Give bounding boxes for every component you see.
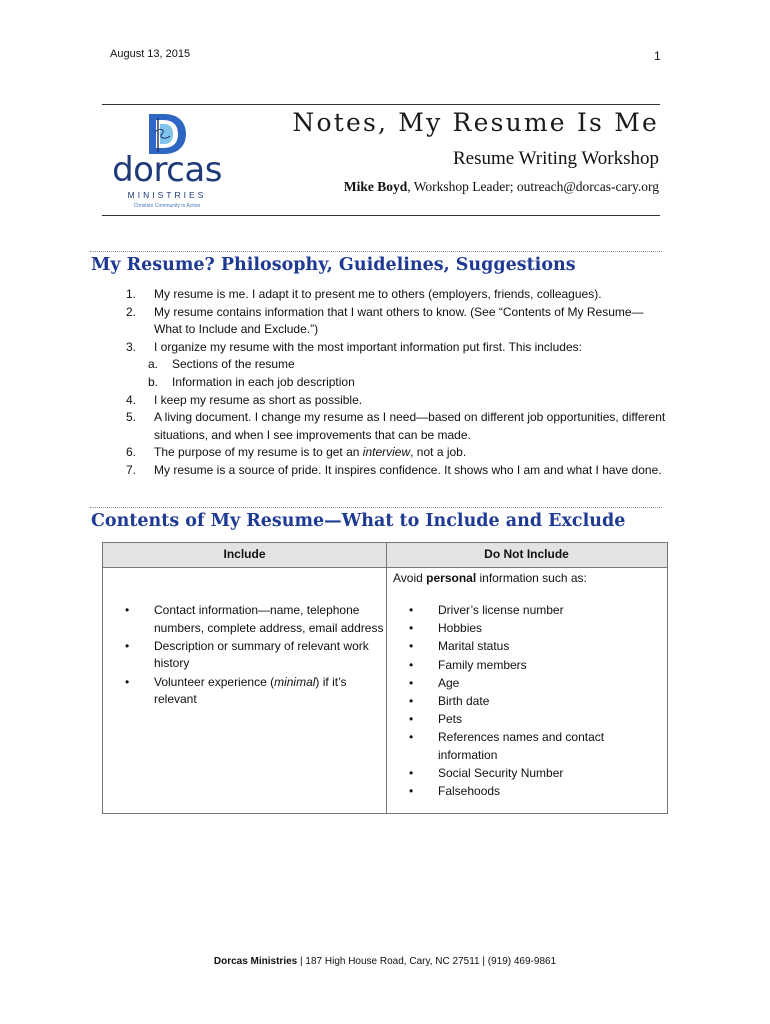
sub-item-letter: a.: [148, 357, 159, 372]
footer-phone: (919) 469-9861: [487, 956, 557, 967]
exclude-header: Do Not Include: [484, 547, 569, 561]
item-text-part: , not a job.: [410, 445, 467, 460]
logo-ministries: MINISTRIES: [127, 190, 207, 200]
list-item: [126, 304, 666, 339]
exclude-item-text: Social Security Number: [438, 766, 564, 781]
footer-org: Dorcas Ministries: [213, 956, 298, 967]
header-date: August 13, 2015: [110, 48, 191, 60]
include-list: [125, 602, 385, 709]
sublist-item: [148, 356, 666, 374]
item-number: 6.: [126, 445, 137, 460]
item-text-part: ) if it’s relevant: [154, 674, 347, 707]
header-rule-top: [102, 104, 660, 105]
item-number: 4.: [126, 392, 137, 407]
list-item: [409, 620, 659, 638]
header-rule-bottom: [102, 215, 660, 216]
include-item-text: Contact information—name, telephone numbers, complete address, email address: [154, 603, 384, 635]
table-column-divider: [386, 543, 387, 813]
item-text-part: The purpose of my resume is to get an: [154, 445, 363, 460]
list-item: [409, 783, 659, 801]
item-text: My resume is me. I adapt it to present me to others (employers, friends, colleagues).: [154, 287, 602, 301]
bullet: •: [409, 730, 414, 745]
exclude-item-text: References names and contact information: [438, 730, 605, 762]
list-item: [126, 339, 666, 357]
exclude-item-text: Birth date: [438, 693, 490, 708]
bullet: •: [125, 674, 130, 689]
list-item: [409, 729, 659, 764]
item-number: 2.: [126, 304, 137, 319]
sub-item-text: Information in each job description: [172, 374, 355, 389]
document-title: Notes, My Resume Is Me: [292, 108, 659, 137]
bullet: •: [409, 621, 414, 636]
section-contents-title: Contents of My Resume—What to Include and Exclude: [91, 511, 626, 531]
bullet: •: [125, 638, 130, 653]
include-exclude-table: [102, 542, 668, 814]
list-item: [125, 638, 385, 673]
exclude-item-text: Age: [438, 675, 460, 690]
item-text: I keep my resume as short as possible.: [154, 392, 363, 407]
item-text: [154, 444, 666, 462]
bullet: •: [409, 657, 414, 672]
list-item: [126, 444, 666, 462]
bullet: •: [409, 784, 414, 799]
workshop-leader-line: [344, 179, 659, 195]
list-item: [126, 392, 666, 410]
bullet: •: [125, 603, 130, 617]
document-subtitle: Resume Writing Workshop: [453, 148, 659, 169]
footer-separator: |: [300, 956, 303, 967]
list-item: [409, 657, 659, 675]
section-divider: [90, 251, 662, 252]
item-emphasis: interview: [362, 445, 411, 460]
item-text: My resume contains information that I want others to know. (See “Contents of My Resume—What to Include and Exclude.”): [154, 304, 644, 337]
section-philosophy-title: My Resume? Philosophy, Guidelines, Suggestions: [91, 255, 576, 275]
bullet: •: [409, 603, 414, 617]
item-text-part: Volunteer experience (: [154, 674, 275, 689]
exclude-list: [409, 602, 659, 801]
bullet: •: [409, 639, 414, 654]
item-number: 5.: [126, 410, 137, 425]
sub-item-letter: b.: [148, 374, 159, 389]
list-item: [125, 674, 385, 709]
page-number: 1: [654, 49, 661, 63]
include-header: Include: [223, 547, 266, 561]
list-item: [126, 286, 666, 304]
list-item: [126, 462, 666, 480]
leader-name: Mike Boyd: [343, 179, 408, 194]
list-item: [409, 675, 659, 693]
list-item: [409, 765, 659, 783]
exclude-item-text: Falsehoods: [438, 784, 501, 799]
list-item: [409, 693, 659, 711]
list-item: [409, 711, 659, 729]
bullet: •: [409, 712, 414, 727]
exclude-item-text: Hobbies: [438, 621, 483, 636]
list-item: [126, 409, 666, 444]
dorcas-logo: [112, 110, 222, 209]
bullet: •: [409, 675, 414, 690]
intro-text: Avoid: [393, 571, 427, 585]
list-item: [409, 602, 659, 620]
include-item-text: Description or summary of relevant work history: [154, 638, 369, 671]
bullet: •: [409, 766, 414, 781]
footer-separator: |: [482, 956, 485, 967]
exclude-item-text: Driver’s license number: [438, 603, 564, 617]
sublist-item: [148, 374, 666, 392]
bullet: •: [409, 693, 414, 708]
intro-emphasis: personal: [426, 571, 477, 585]
footer-address: 187 High House Road, Cary, NC 27511: [305, 956, 480, 967]
include-item-text: [154, 674, 385, 709]
item-number: 7.: [126, 462, 137, 477]
exclude-item-text: Marital status: [438, 639, 510, 654]
page-footer: [0, 956, 770, 967]
philosophy-list: [126, 286, 666, 480]
exclude-item-text: Pets: [438, 712, 463, 727]
section-divider: [90, 507, 662, 508]
list-item: [125, 602, 385, 637]
item-text: A living document. I change my resume as I need—based on different job opportunities, different situations, and when I see improvements that can be made.: [154, 410, 666, 442]
list-item: [409, 638, 659, 656]
philosophy-sublist: [148, 356, 666, 391]
table-header-row: [103, 543, 667, 568]
logo-wordmark: dorcas: [112, 150, 222, 190]
item-text: I organize my resume with the most important information put first. This includes:: [154, 339, 582, 354]
sub-item-text: Sections of the resume: [172, 357, 295, 372]
exclude-intro: [393, 571, 587, 585]
item-number: 3.: [126, 339, 137, 354]
leader-details: , Workshop Leader; outreach@dorcas-cary.org: [407, 179, 659, 194]
intro-text: information such as:: [476, 571, 587, 585]
exclude-item-text: Family members: [438, 657, 527, 672]
item-number: 1.: [126, 287, 137, 301]
item-text: My resume is a source of pride. It inspires confidence. It shows who I am and what I have done.: [154, 462, 662, 477]
logo-tagline: Christian Community in Action: [133, 203, 201, 209]
item-emphasis: minimal: [274, 674, 316, 689]
